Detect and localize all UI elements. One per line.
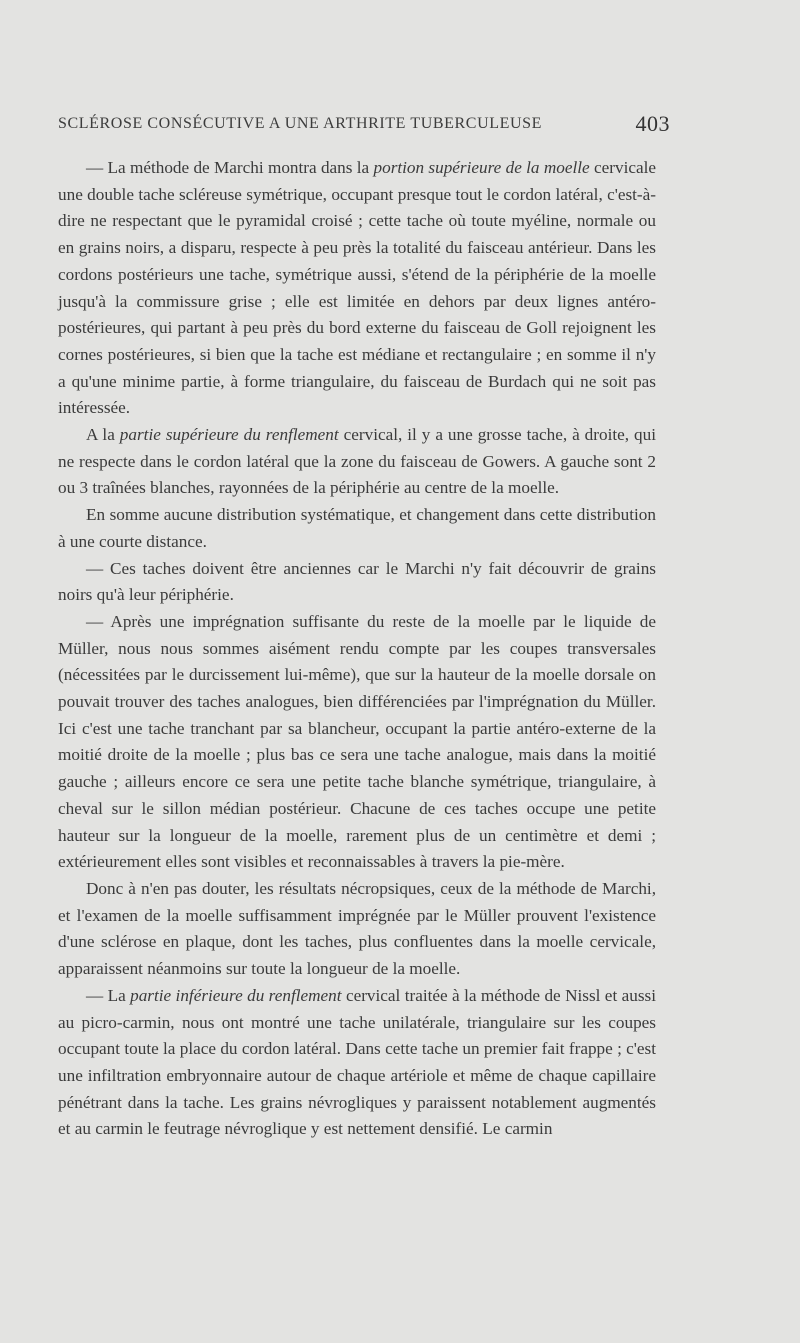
paragraph-old-spots: — Ces taches doivent être anciennes car le Marchi n'y fait découvrir de grains noirs qu'à leur périphérie. — [58, 558, 656, 605]
paragraph-upper-enlargement: A la partie supérieure du renflement cervical, il y a une grosse tache, à droite, qui ne respecte dans le cordon latéral que la zone du faisceau de Gowers. A gauche sont 2 ou 3 traînées blanches, rayonnées de la périphérie au centre de la moelle. — [58, 425, 656, 498]
paragraph-distribution: En somme aucune distribution systématique, et changement dans cette distribution à une courte distance. — [58, 505, 656, 551]
page-number: 403 — [635, 111, 670, 136]
paragraph-muller-impregnation: — Après une imprégnation suffisante du reste de la moelle par le liquide de Müller, nous nous sommes aisément rendu compte par les coupes transversales (nécessitées par le durcissement lui-même), que sur la hauteur de la moelle dorsale on pouvait trouver des taches analogues, bien différenciées par l'imprégnation du Müller. Ici c'est une tache tranchant par sa blancheur, occupant la partie antéro-externe de la moitié droite de la moelle ; plus bas ce sera une tache analogue, mais dans la moitié gauche ; ailleurs encore ce sera une petite tache blanche symétrique, triangulaire, à cheval sur le sillon médian postérieur. Chacune de ces taches occupe une petite hauteur sur la longueur de la moelle, rarement plus de un centimètre et demi ; extérieurement elles sont visibles et reconnaissables à travers la pie-mère. — [58, 611, 656, 872]
body-text — [58, 155, 656, 1143]
italic-phrase: partie inférieure du renflement — [130, 985, 342, 1005]
paragraph-conclusion: Donc à n'en pas douter, les résultats nécropsiques, ceux de la méthode de Marchi, et l'examen de la moelle suffisamment imprégnée par le Müller prouvent l'existence d'une sclérose en plaque, dont les taches, plus confluentes dans la moelle cervicale, apparaissent néanmoins sur toute la longueur de la moelle. — [58, 878, 656, 979]
paragraph-marchi-upper-cord: — La méthode de Marchi montra dans la portion supérieure de la moelle cervicale une double tache scléreuse symétrique, occupant presque tout le cordon latéral, c'est-à-dire ne respectant que le pyramidal croisé ; cette tache où toute myéline, normale ou en grains noirs, a disparu, respecte à peu près la totalité du faisceau antérieur. Dans les cordons postérieurs une tache, symétrique aussi, s'étend de la périphérie de la moelle jusqu'à la commissure grise ; elle est limitée en dehors par deux lignes antéro-postérieures, qui partant à peu près du bord externe du faisceau de Goll rejoignent les cornes postérieures, si bien que la tache est médiane et rectangulaire ; en somme il n'y a qu'une minime partie, à forme triangulaire, du faisceau de Burdach qui ne soit pas intéressée. — [58, 158, 657, 418]
italic-phrase: partie supérieure du renflement — [119, 425, 339, 445]
paragraph-lower-enlargement: — La partie inférieure du renflement cervical traitée à la méthode de Nissl et aussi au picro-carmin, nous ont montré une tache unilatérale, triangulaire sur les coupes occupant toute la place du cordon latéral. Dans cette tache un premier fait frappe ; c'est une infiltration embryonnaire autour de chaque artériole et même de chaque capillaire pénétrant dans la tache. Les grains névrogliques y paraissent notablement augmentés et au carmin le feutrage névroglique y est nettement densifié. Le carmin — [58, 985, 656, 1139]
running-head-title: SCLÉROSE CONSÉCUTIVE A UNE ARTHRITE TUBERCULEUSE — [58, 115, 543, 132]
running-head — [58, 111, 670, 136]
italic-phrase: portion supérieure de la moelle — [373, 158, 590, 177]
